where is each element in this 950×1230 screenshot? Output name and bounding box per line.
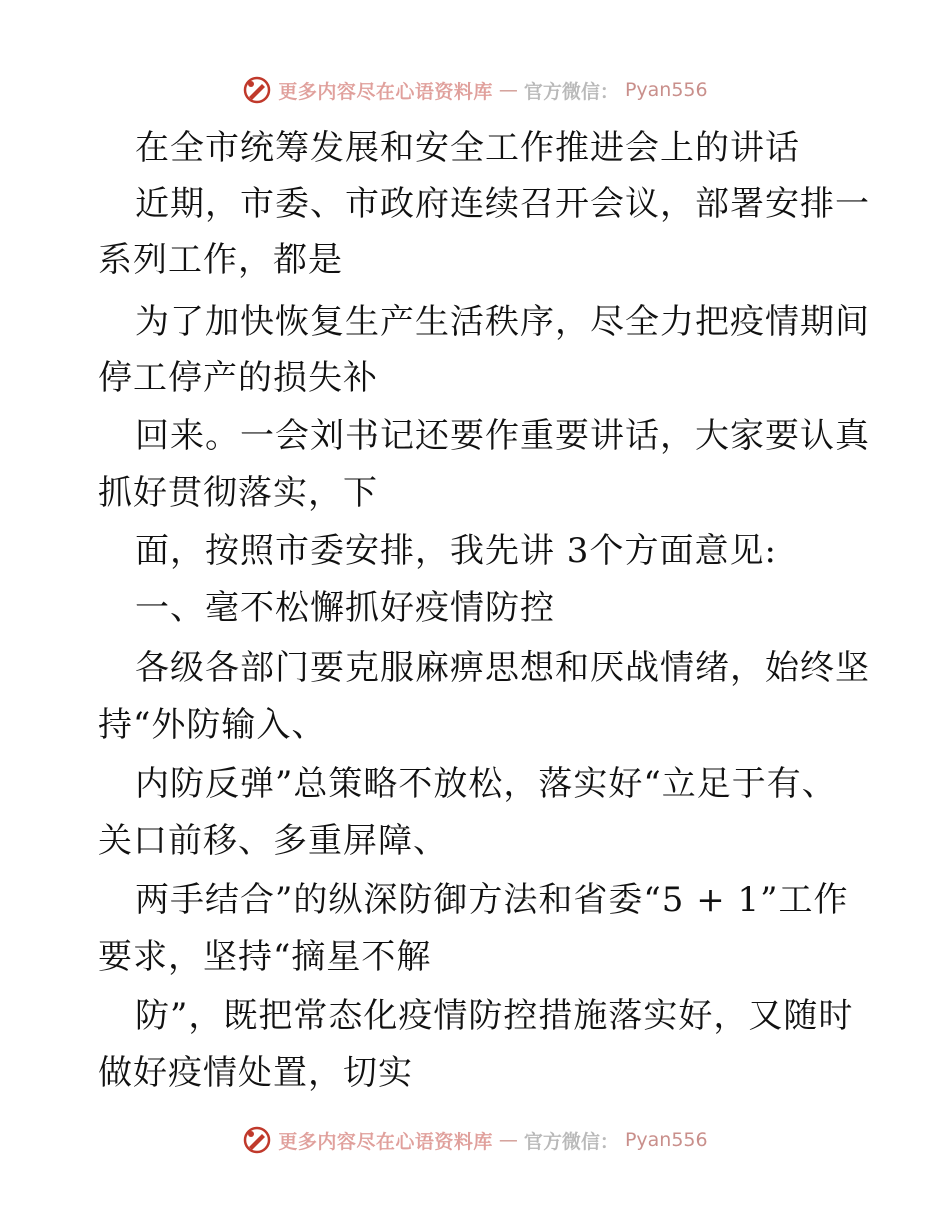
header-banner xyxy=(0,70,950,110)
banner-wechat-id: Pyan556 xyxy=(624,79,708,101)
section-heading: 一、毫不松懈抓好疫情防控 xyxy=(135,588,555,628)
banner-wechat-label: 官方微信： xyxy=(523,80,619,103)
document-title: 在全市统筹发展和安全工作推进会上的讲话 xyxy=(135,128,800,168)
paragraph-line: 抓好贯彻落实，下 xyxy=(98,473,378,513)
pen-logo-icon xyxy=(242,75,272,105)
paragraph-line: 各级各部门要克服麻痹思想和厌战情绪，始终坚 xyxy=(135,648,870,688)
banner-wechat-id: Pyan556 xyxy=(624,1129,708,1151)
paragraph-line: 要求，坚持“摘星不解 xyxy=(98,937,432,977)
banner-separator: — xyxy=(498,1129,518,1151)
pen-logo-icon xyxy=(242,1125,272,1155)
paragraph-line: 停工停产的损失补 xyxy=(98,358,378,398)
paragraph-line: 面，按照市委安排，我先讲 3个方面意见: xyxy=(135,531,777,571)
paragraph-line: 近期，市委、市政府连续召开会议，部署安排一 xyxy=(135,184,870,224)
paragraph-line: 回来。一会刘书记还要作重要讲话，大家要认真 xyxy=(135,416,870,456)
paragraph-line: 持“外防输入、 xyxy=(98,705,327,745)
banner-text: 更多内容尽在心语资料库 xyxy=(278,1130,493,1153)
paragraph-line: 内防反弹”总策略不放松，落实好“立足于有、 xyxy=(135,764,837,804)
paragraph-line: 两手结合”的纵深防御方法和省委“5 + 1”工作 xyxy=(135,880,849,920)
footer-banner xyxy=(0,1120,950,1160)
banner-text: 更多内容尽在心语资料库 xyxy=(278,80,493,103)
banner-separator: — xyxy=(498,79,518,101)
banner-wechat-label: 官方微信： xyxy=(523,1130,619,1153)
paragraph-line: 为了加快恢复生产生活秩序，尽全力把疫情期间 xyxy=(135,302,870,342)
paragraph-line: 做好疫情处置，切实 xyxy=(98,1053,413,1093)
paragraph-line: 系列工作，都是 xyxy=(98,240,343,280)
paragraph-line: 防”，既把常态化疫情防控措施落实好，又随时 xyxy=(135,996,854,1036)
paragraph-line: 关口前移、多重屏障、 xyxy=(98,821,448,861)
